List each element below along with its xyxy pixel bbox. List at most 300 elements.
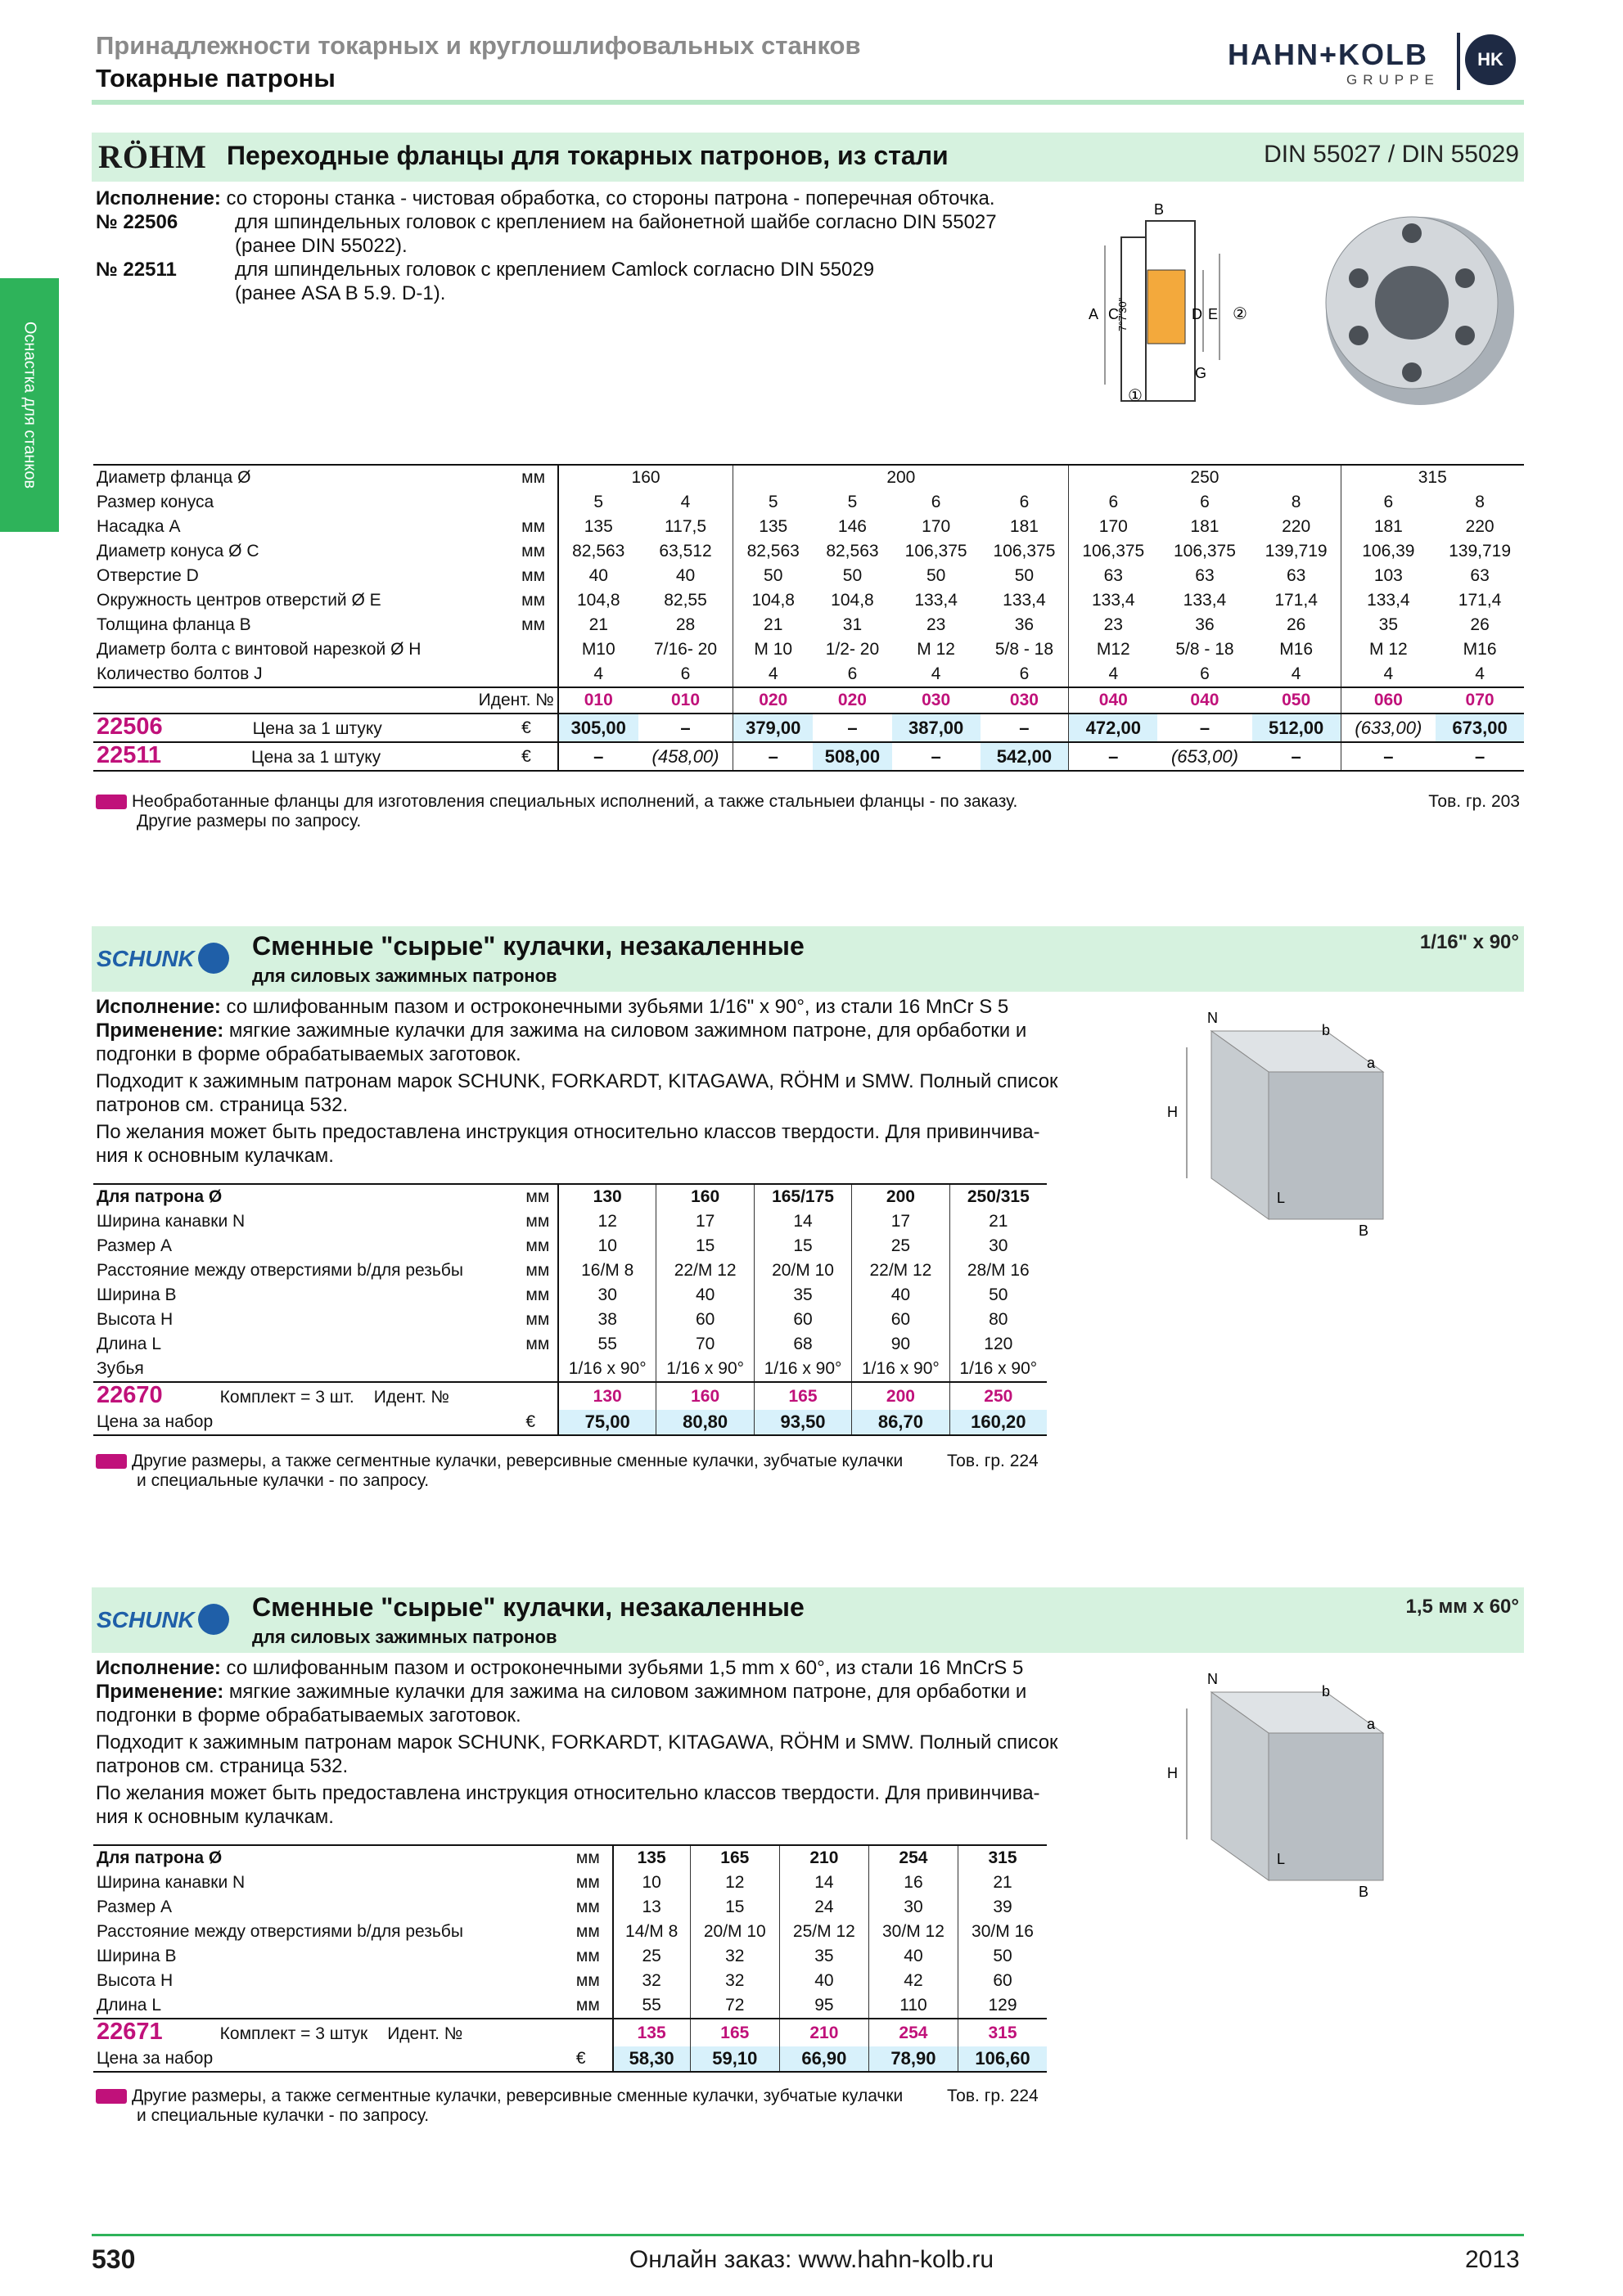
row-unit	[518, 662, 558, 687]
table-cell: 40	[656, 1283, 754, 1308]
dim-b: B	[1154, 201, 1165, 218]
ident-cell: 020	[733, 687, 813, 714]
section3-title: Сменные "сырые" кулачки, незакаленные	[252, 1592, 805, 1622]
table-cell: 72	[690, 1993, 779, 2019]
table-cell: 14	[754, 1209, 851, 1234]
table-cell: 7/16- 20	[653, 640, 718, 659]
ident-label: Идент. №	[93, 687, 558, 714]
table-cell: 4	[593, 664, 604, 683]
section2-title: Сменные "сырые" кулачки, незакаленные	[252, 931, 805, 961]
price-cell: –	[733, 742, 813, 771]
ident-cell: 254	[868, 2019, 958, 2046]
table-cell: 20/M 10	[754, 1258, 851, 1283]
ident-cell: 040	[1069, 687, 1157, 714]
note2: и специальные кулачки - по запросу.	[137, 1471, 430, 1490]
logo-group: GRUPPE	[1346, 72, 1440, 88]
table-cell: 26	[1286, 615, 1306, 634]
article-cell	[93, 742, 518, 771]
price-cell: –	[1069, 742, 1157, 771]
price-cell: –	[1341, 742, 1436, 771]
row-unit: мм	[522, 1258, 558, 1283]
app-label: Применение:	[96, 1020, 224, 1042]
price-label: Цена за 1 штуку	[252, 719, 382, 738]
price-cell: 78,90	[868, 2046, 958, 2072]
row-unit	[518, 490, 558, 515]
ident-unit	[522, 1382, 558, 1410]
ident-row	[93, 687, 1524, 714]
table-cell: 60	[754, 1308, 851, 1332]
row-unit: мм	[518, 539, 558, 564]
table-cell: 5/8 - 18	[1175, 640, 1234, 659]
table-cell: 60	[656, 1308, 754, 1332]
dim-n: N	[1207, 1010, 1218, 1026]
ident-cell: 200	[852, 1382, 949, 1410]
logo-name: HAHN+KOLB	[1228, 38, 1429, 71]
price-row	[93, 1410, 1047, 1435]
row-label: Ширина канавки N	[97, 1212, 246, 1231]
table-cell: 23	[1069, 613, 1157, 637]
table-row	[93, 515, 1524, 539]
table-cell: 22/M 12	[656, 1258, 754, 1283]
table-cell: 181	[1009, 517, 1039, 536]
table-cell: 40	[868, 1944, 958, 1969]
table-cell: 70	[656, 1332, 754, 1357]
schunk-logo: SCHUNK	[97, 946, 195, 971]
ident-row	[93, 1382, 1047, 1410]
table-cell: 133,4	[1069, 588, 1157, 613]
table-cell: 139,719	[1449, 542, 1512, 560]
section3-subtitle: для силовых зажимных патронов	[252, 1627, 557, 1647]
table-cell: 181	[1341, 515, 1436, 539]
section3-title-bar	[92, 1587, 1524, 1653]
table-cell: 35	[754, 1283, 851, 1308]
price-row	[93, 742, 1524, 771]
section2-title-bar	[92, 926, 1524, 992]
n1-text2: (ранее DIN 55022).	[235, 235, 408, 257]
table-cell: M 12	[917, 640, 955, 659]
section2-note	[96, 1452, 1045, 1491]
table-cell: 1/16 x 90°	[852, 1357, 949, 1382]
section1-note	[96, 792, 1520, 831]
table-cell: 10	[613, 1871, 691, 1895]
row-unit: мм	[573, 1969, 613, 1993]
row-unit: мм	[518, 564, 558, 588]
table-cell: 14	[779, 1871, 868, 1895]
app-label: Применение:	[96, 1681, 224, 1703]
header-unit: мм	[522, 1184, 558, 1209]
table-row	[93, 1969, 1047, 1993]
table-cell: 30	[949, 1234, 1047, 1258]
table-cell: 14/M 8	[613, 1920, 691, 1944]
section3-note	[96, 2087, 1045, 2126]
table-cell: 5	[847, 493, 858, 511]
table-cell: 15	[656, 1234, 754, 1258]
article-number: 22511	[97, 742, 162, 768]
fit-text2: патронов см. страница 532.	[96, 1755, 349, 1777]
table-row	[93, 564, 1524, 588]
header-cell: 165	[690, 1845, 779, 1871]
table-row	[93, 588, 1524, 613]
table-cell: 5/8 - 18	[994, 640, 1054, 659]
row-unit	[518, 637, 558, 662]
side-tab[interactable]	[0, 278, 59, 532]
table-cell: 106,39	[1341, 539, 1436, 564]
table-cell: 82,563	[572, 542, 625, 560]
section1-description	[96, 187, 1062, 305]
exec-label: Исполнение:	[96, 1657, 221, 1679]
table-cell: 23	[926, 615, 946, 634]
section1-title-bar	[92, 133, 1524, 182]
ident-cell: 165	[754, 1382, 851, 1410]
table-cell: 1/16 x 90°	[949, 1357, 1047, 1382]
ident-cell: 010	[671, 691, 701, 709]
table-cell: 6	[680, 664, 691, 683]
table-cell: 171,4	[1458, 591, 1502, 610]
n2-label: № 22511	[96, 259, 177, 281]
price-label: Цена за набор	[97, 2049, 214, 2068]
currency-cell: €	[518, 742, 558, 771]
ident-row	[93, 2019, 1047, 2046]
table-cell: 106,375	[993, 542, 1056, 560]
dim-b: B	[1359, 1884, 1369, 1900]
currency-cell: €	[518, 714, 558, 742]
header-cell: 250/315	[949, 1184, 1047, 1209]
dim-a: a	[1367, 1055, 1376, 1071]
table-cell: 21	[949, 1209, 1047, 1234]
table-cell: 106,375	[1069, 539, 1157, 564]
table-cell: 35	[1341, 613, 1436, 637]
article-number: 22671	[97, 2019, 163, 2045]
table-cell: 90	[852, 1332, 949, 1357]
article-cell	[93, 714, 518, 742]
app-text2: подгонки в форме обрабатываемых заготовок.	[96, 1043, 521, 1065]
table-cell: 60	[852, 1308, 949, 1332]
ident-cell: 030	[1009, 691, 1039, 709]
row-label: Насадка A	[97, 517, 181, 536]
table-cell: 5	[733, 490, 813, 515]
table-cell: 6	[1200, 664, 1210, 683]
price-cell: –	[1019, 717, 1030, 738]
ident-cell: 315	[958, 2019, 1047, 2046]
price-cell: 512,00	[1252, 714, 1341, 742]
row-label: Расстояние между отверстиями b/для резьбы	[97, 1922, 463, 1941]
price-cell: 93,50	[754, 1410, 851, 1435]
table-cell: 12	[690, 1871, 779, 1895]
ident-label: Идент. №	[387, 2024, 463, 2043]
table-cell: 50	[733, 564, 813, 588]
table-cell: 4	[680, 493, 691, 511]
table-cell: 6	[1341, 490, 1436, 515]
table-row	[93, 1234, 1047, 1258]
arrow-icon	[96, 2089, 127, 2104]
table-row	[93, 1332, 1047, 1357]
app-text: мягкие зажимные кулачки для зажима на силовом зажимном патроне, для орбаботки и	[228, 1020, 1027, 1042]
table-cell: 110	[868, 1993, 958, 2019]
price-cell: –	[1199, 717, 1210, 738]
n2-text: для шпиндельных головок с креплением Camlock согласно DIN 55029	[235, 259, 875, 281]
row-label: Диаметр фланца Ø	[97, 468, 251, 487]
ident-cell: 060	[1341, 687, 1436, 714]
row-label: Высота H	[97, 1310, 174, 1329]
dim-angle: 7°7'30"	[1116, 297, 1129, 331]
table-cell: 4	[1475, 664, 1485, 683]
table-row	[93, 1209, 1047, 1234]
table-row	[93, 662, 1524, 687]
flange-photo	[1310, 196, 1522, 425]
row-label: Окружность центров отверстий Ø E	[97, 591, 381, 610]
table-row	[93, 1871, 1047, 1895]
callout-1: ①	[1128, 387, 1143, 405]
table-cell: 8	[1291, 493, 1301, 511]
table-cell: 1/16 x 90°	[656, 1357, 754, 1382]
table-cell: 129	[958, 1993, 1047, 2019]
ident-cell: 130	[558, 1382, 656, 1410]
table-cell: 6	[1200, 493, 1210, 511]
group-cell: 160	[631, 468, 660, 487]
table-cell: 10	[558, 1234, 656, 1258]
set-label: Комплект = 3 шт.	[219, 1388, 354, 1407]
header-cell: 200	[852, 1184, 949, 1209]
exec-text: со шлифованным пазом и остроконечными зубьями 1,5 mm x 60°, из стали 16 MnCrS 5	[226, 1657, 1024, 1679]
row-unit: мм	[522, 1234, 558, 1258]
price-cell: 673,00	[1436, 714, 1524, 742]
price-cell: 58,30	[613, 2046, 691, 2072]
price-label: Цена за набор	[97, 1412, 214, 1431]
table-cell: 133,4	[914, 591, 958, 610]
table-cell: 103	[1341, 564, 1436, 588]
table-cell: 4	[931, 664, 941, 683]
jaw-diagram	[1162, 1659, 1408, 1905]
catalog-category: Принадлежности токарных и круглошлифовальных станков	[96, 31, 861, 60]
table-cell: 25/M 12	[779, 1920, 868, 1944]
exec-label: Исполнение:	[96, 187, 221, 209]
row-label: Диаметр конуса Ø C	[97, 542, 259, 560]
table-cell: 21	[588, 615, 608, 634]
group-cell: 315	[1341, 465, 1524, 490]
flange-diagram	[1072, 196, 1260, 425]
price-cell: 75,00	[558, 1410, 656, 1435]
row-unit: мм	[522, 1283, 558, 1308]
header-cell: 130	[558, 1184, 656, 1209]
section3-description	[96, 1656, 1062, 1829]
table-cell: 17	[656, 1209, 754, 1234]
dim-n: N	[1207, 1671, 1218, 1687]
table-cell: 106,375	[904, 542, 967, 560]
exec-text: со шлифованным пазом и остроконечными зубьями 1/16" x 90°, из стали 16 MnCr S 5	[226, 996, 1009, 1018]
table-cell: 22/M 12	[852, 1258, 949, 1283]
table-cell: 170	[922, 517, 951, 536]
table-cell: 32	[690, 1969, 779, 1993]
table-cell: 42	[868, 1969, 958, 1993]
row-unit: мм	[573, 1993, 613, 2019]
table-cell: 55	[558, 1332, 656, 1357]
table-cell: 220	[1282, 517, 1311, 536]
note2: и специальные кулачки - по запросу.	[137, 2106, 430, 2125]
table-cell: 5	[593, 493, 604, 511]
price-cell: 86,70	[852, 1410, 949, 1435]
wish-text2: ния к основным кулачкам.	[96, 1145, 334, 1167]
header-cell: 210	[779, 1845, 868, 1871]
table-row	[93, 1944, 1047, 1969]
table-cell: 55	[613, 1993, 691, 2019]
dim-g: G	[1195, 365, 1207, 381]
header-unit: мм	[573, 1845, 613, 1871]
wish-text: По желания может быть предоставлена инструкция относительно классов твердости. Для привинчива-	[96, 1121, 1040, 1143]
catalog-subcategory: Токарные патроны	[96, 64, 336, 92]
section1-title: Переходные фланцы для токарных патронов, из стали	[227, 141, 949, 170]
article-cell	[93, 2019, 573, 2046]
row-label: Ширина канавки N	[97, 1873, 246, 1892]
row-label: Ширина B	[97, 1285, 177, 1304]
row-unit: мм	[518, 465, 558, 490]
dim-h: H	[1167, 1104, 1178, 1120]
table-cell: M 10	[733, 637, 813, 662]
table-cell: 133,4	[1183, 591, 1227, 610]
table-cell: 146	[837, 517, 867, 536]
table-cell: 106,375	[1173, 542, 1236, 560]
ident-cell: 010	[584, 691, 613, 709]
ident-cell: 160	[656, 1382, 754, 1410]
dim-b-small: b	[1322, 1022, 1331, 1038]
price-cell: 542,00	[981, 742, 1069, 771]
price-cell: 379,00	[733, 714, 813, 742]
callout-2: ②	[1233, 305, 1247, 323]
table-cell: 32	[690, 1944, 779, 1969]
ident-cell: 070	[1465, 691, 1495, 709]
table-cell: 1/16 x 90°	[754, 1357, 851, 1382]
table-row	[93, 490, 1524, 515]
ident-cell: 210	[779, 2019, 868, 2046]
dim-b-small: b	[1322, 1683, 1331, 1699]
section1-standard: DIN 55027 / DIN 55029	[1264, 141, 1519, 168]
row-unit: мм	[573, 1944, 613, 1969]
price-cell: –	[1474, 745, 1485, 767]
fit-text: Подходит к зажимным патронам марок SCHUNK, FORKARDT, KITAGAWA, RÖHM и SMW. Полный список	[96, 1731, 1058, 1754]
table-row	[93, 1308, 1047, 1332]
table-cell: 4	[733, 662, 813, 687]
online-order-link[interactable]: Онлайн заказ: www.hahn-kolb.ru	[629, 2246, 994, 2273]
ident-cell: 135	[613, 2019, 691, 2046]
price-cell: (633,00)	[1341, 714, 1436, 742]
table-cell: 25	[613, 1944, 691, 1969]
row-label: Толщина фланца B	[97, 615, 251, 634]
dim-c: C	[1108, 306, 1119, 322]
price-cell: 387,00	[892, 714, 981, 742]
table-cell: 220	[1465, 517, 1495, 536]
rohm-logo: RÖHM	[98, 138, 207, 175]
price-cell: 305,00	[558, 714, 638, 742]
table-cell: 50	[842, 566, 863, 585]
article-cell	[93, 1382, 522, 1410]
group-cell: 200	[733, 465, 1069, 490]
header-divider	[92, 100, 1524, 105]
table-cell: 36	[1014, 615, 1035, 634]
section3-tooth-spec: 1,5 мм x 60°	[1405, 1596, 1519, 1618]
table-cell: 135	[733, 515, 813, 539]
table-cell: 120	[949, 1332, 1047, 1357]
currency-cell: €	[522, 1410, 558, 1435]
price-cell: 106,60	[958, 2046, 1047, 2072]
n1-text: для шпиндельных головок с креплением на байонетной шайбе согласно DIN 55027	[235, 211, 997, 233]
section2-description	[96, 995, 1062, 1168]
tov-group: Тов. гр. 203	[1428, 792, 1520, 811]
dim-a: A	[1089, 306, 1099, 322]
section2-subtitle: для силовых зажимных патронов	[252, 966, 557, 986]
row-unit: мм	[522, 1308, 558, 1332]
table-cell: 63	[1286, 566, 1306, 585]
table-cell: 170	[1069, 515, 1157, 539]
side-tab-label: Оснастка для станков	[20, 321, 39, 489]
table-cell: 82,55	[664, 591, 707, 610]
table-cell: 50	[949, 1283, 1047, 1308]
table-cell: 6	[1019, 664, 1030, 683]
table-row	[93, 1993, 1047, 2019]
header-cell: 165/175	[754, 1184, 851, 1209]
group-cell: 250	[1069, 465, 1341, 490]
dim-d: D	[1192, 306, 1202, 322]
price-cell: –	[593, 745, 604, 767]
dim-e: E	[1208, 306, 1219, 322]
table-cell: 82,563	[826, 542, 879, 560]
table-cell: 50	[958, 1944, 1047, 1969]
wish-text2: ния к основным кулачкам.	[96, 1806, 334, 1828]
ident-cell: 250	[949, 1382, 1047, 1410]
table-cell: 16/M 8	[558, 1258, 656, 1283]
tov-group: Тов. гр. 224	[947, 2087, 1039, 2105]
wish-text: По желания может быть предоставлена инструкция относительно классов твердости. Для привинчива-	[96, 1782, 1040, 1804]
dim-l: L	[1277, 1851, 1286, 1867]
row-label: Ширина B	[97, 1947, 177, 1965]
price-cell: 160,20	[949, 1410, 1047, 1435]
table-cell: M16	[1463, 640, 1497, 659]
table-cell: 40	[675, 566, 696, 585]
table-row	[93, 539, 1524, 564]
price-row	[93, 714, 1524, 742]
exec-text: со стороны станка - чистовая обработка, со стороны патрона - поперечная обточка.	[226, 187, 995, 209]
table-cell: 50	[1014, 566, 1035, 585]
table-cell: 1/2- 20	[825, 640, 880, 659]
table-cell: 16	[868, 1871, 958, 1895]
ident-cell: 020	[837, 691, 867, 709]
table-row	[93, 465, 1524, 490]
table-cell: 30	[868, 1895, 958, 1920]
header-row	[93, 1845, 1047, 1871]
ident-cell: 030	[922, 691, 951, 709]
row-unit: мм	[522, 1209, 558, 1234]
table-cell: M 12	[1341, 637, 1436, 662]
table-cell: 13	[613, 1895, 691, 1920]
app-text: мягкие зажимные кулачки для зажима на силовом зажимном патроне, для орбаботки и	[228, 1681, 1027, 1703]
row-label: Количество болтов J	[97, 664, 263, 683]
ident-unit	[573, 2019, 613, 2046]
ident-cell: 040	[1190, 691, 1220, 709]
dim-b: B	[1359, 1222, 1369, 1239]
table-cell: 15	[754, 1234, 851, 1258]
article-number: 22670	[97, 1382, 163, 1408]
row-label: Длина L	[97, 1996, 161, 2015]
header-cell: 254	[868, 1845, 958, 1871]
price-cell: 66,90	[779, 2046, 868, 2072]
table-row	[93, 1895, 1047, 1920]
table-cell: 20/M 10	[690, 1920, 779, 1944]
table-cell: 171,4	[1274, 591, 1318, 610]
table-row	[93, 1283, 1047, 1308]
schunk-logo: SCHUNK	[97, 1607, 195, 1632]
n1-label: № 22506	[96, 211, 178, 233]
table-cell: 63	[1470, 566, 1490, 585]
note2: Другие размеры по запросу.	[137, 812, 362, 831]
price-cell: (458,00)	[651, 745, 719, 767]
